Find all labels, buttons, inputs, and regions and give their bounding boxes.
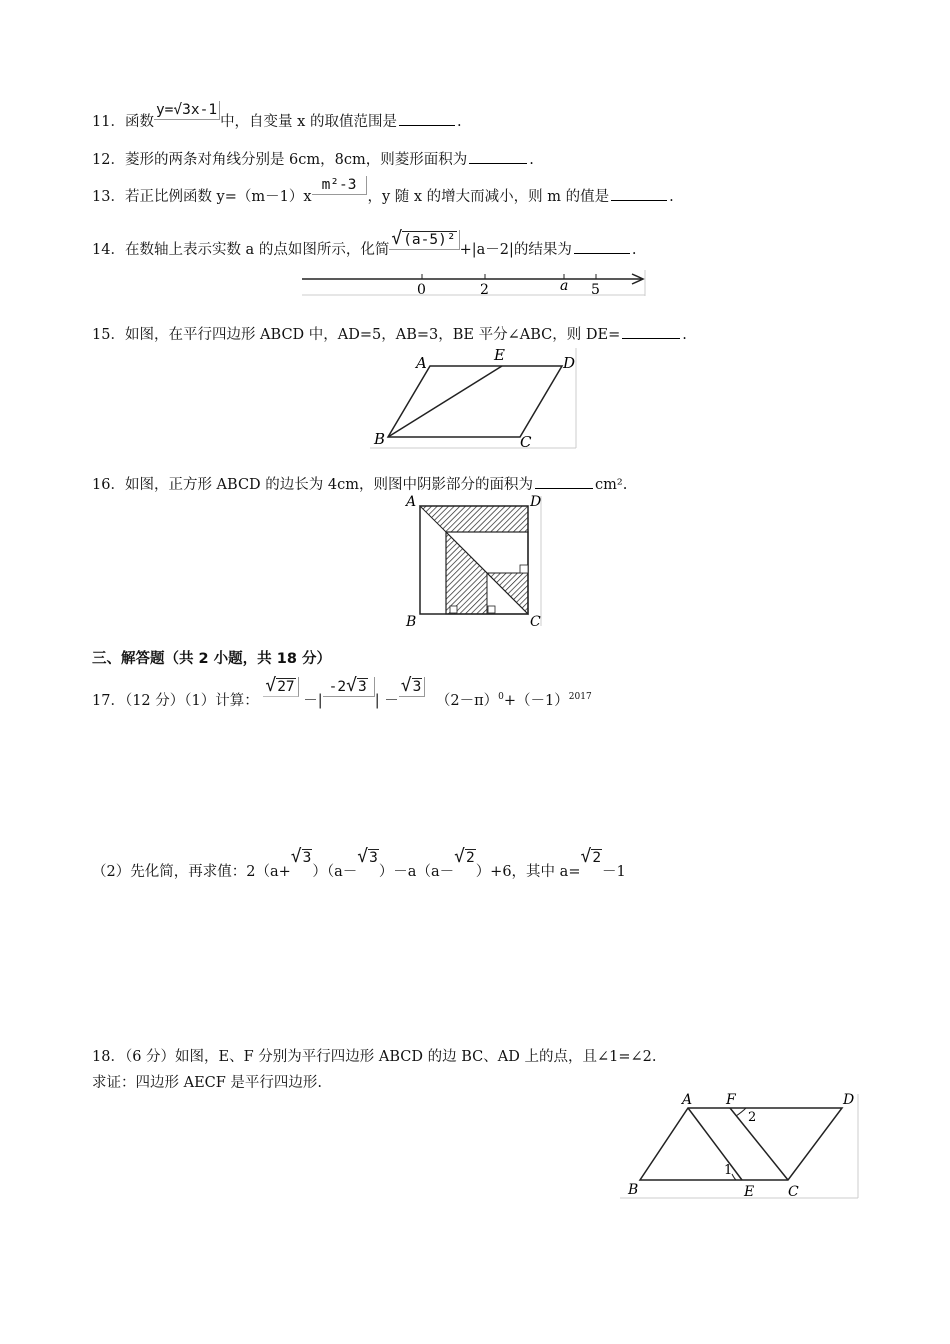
- q13-number: 13．: [92, 189, 125, 205]
- q14: [92, 228, 637, 260]
- q11-formula: y=√3x-1: [154, 101, 220, 120]
- radical-sign: √: [346, 674, 357, 696]
- radicand: 2: [465, 850, 475, 866]
- radicand-27: 27: [277, 678, 295, 695]
- q13-post: ，y 随 x 的增大而减小，则 m 的值是: [367, 189, 610, 205]
- q16-number: 16．: [92, 477, 125, 493]
- q16-end: .: [622, 477, 628, 493]
- q15-text: 如图，在平行四边形 ABCD 中，AD=5，AB=3，BE 平分∠ABC，则 DE=: [124, 327, 621, 343]
- axis-label-a: a: [560, 278, 569, 294]
- q18-proof: 求证：四边形 AECF 是平行四边形.: [92, 1075, 323, 1091]
- abs-bar-right: |: [374, 692, 380, 709]
- radical-sign: √: [580, 846, 592, 867]
- radical-sign: √: [454, 846, 465, 867]
- q17-tail: （2－π）: [435, 692, 499, 709]
- vertex-C: C: [788, 1184, 799, 1200]
- vertex-D: D: [530, 494, 542, 510]
- axis-label-2: 2: [480, 282, 489, 298]
- q12-answer-blank[interactable]: [469, 162, 527, 164]
- q13-pre: 若正比例函数 y=（m－1）x: [124, 189, 312, 205]
- q12-text: 菱形的两条对角线分别是 6cm，8cm，则菱形面积为: [124, 152, 468, 168]
- q18-parallelogram-figure: [620, 1088, 865, 1200]
- q17-pow: 2017: [568, 692, 592, 702]
- q13: [92, 177, 674, 207]
- vertex-D: D: [843, 1092, 855, 1108]
- vertex-C: C: [530, 614, 541, 630]
- q11-post: 中，自变量 x 的取值范围是: [220, 114, 397, 130]
- q11-end: .: [456, 114, 462, 130]
- sqrt-3: [399, 674, 426, 697]
- sqrt-2-b: [580, 846, 602, 867]
- q13-answer-blank[interactable]: [611, 199, 667, 201]
- q16-pre: 如图，正方形 ABCD 的边长为 4cm，则图中阴影部分的面积为: [124, 477, 533, 493]
- q17-tail-exp: 0: [498, 692, 504, 702]
- vertex-B: B: [374, 430, 386, 448]
- q16-unit: cm²: [595, 477, 623, 493]
- radical-sign: √: [400, 674, 412, 696]
- q16-answer-blank[interactable]: [535, 487, 593, 489]
- angle-1: 1: [724, 1163, 733, 1178]
- q17-part2: [92, 846, 626, 881]
- q12: [92, 151, 534, 169]
- q14-end: .: [631, 242, 637, 258]
- radical-sign: √: [357, 846, 369, 867]
- q11: [92, 102, 462, 132]
- radical-sign: √: [290, 846, 302, 867]
- radicand-3: 3: [357, 678, 367, 695]
- q17-part2-pre: （2）先化简，再求值：2（a+: [92, 864, 291, 880]
- q17-part2-c: ）+6，其中 a=: [475, 864, 581, 880]
- q18-number: 18．: [92, 1049, 125, 1065]
- sqrt-3-a: [290, 846, 313, 867]
- q12-number: 12．: [92, 152, 125, 168]
- q14-answer-blank[interactable]: [574, 252, 630, 254]
- vertex-E: E: [744, 1184, 755, 1200]
- q16-square-figure: [400, 492, 550, 632]
- abs-bar-left: |: [317, 692, 323, 709]
- vertex-C: C: [520, 433, 532, 450]
- q17-part2-a: ）（a－: [312, 864, 358, 880]
- vertex-D: D: [563, 354, 576, 372]
- q17-minus-2: －: [384, 692, 399, 709]
- q17-minus-1: －: [303, 692, 318, 709]
- sqrt-3-b: [357, 846, 379, 867]
- angle-2: 2: [748, 1110, 757, 1125]
- q14-formula: [389, 230, 459, 250]
- q12-end: .: [529, 152, 534, 168]
- q11-answer-blank[interactable]: [399, 124, 455, 126]
- vertex-A: A: [416, 354, 427, 372]
- q17-part2-b: ）－a（a－: [378, 864, 455, 880]
- q17-part1-label: （1）计算：: [184, 692, 259, 709]
- q15: [92, 326, 687, 344]
- q15-parallelogram-figure: [370, 344, 580, 450]
- q15-number: 15．: [92, 327, 125, 343]
- radicand: 3: [369, 850, 378, 866]
- q17-score: （12 分）: [124, 692, 185, 709]
- sqrt-2-a: [454, 846, 476, 867]
- q11-number: 11．: [92, 114, 125, 130]
- sqrt-27: [263, 674, 298, 697]
- radicand: 2: [592, 850, 602, 866]
- q14-pre: 在数轴上表示实数 a 的点如图所示，化简: [124, 242, 390, 258]
- q11-pre: 函数: [124, 114, 154, 130]
- vertex-B: B: [628, 1182, 639, 1198]
- q18-score: （6 分）: [124, 1049, 176, 1065]
- axis-label-0: 0: [417, 282, 426, 298]
- section-3-title: 三、解答题（共 2 小题，共 18 分）: [92, 651, 331, 667]
- q17-part1: [92, 674, 592, 711]
- q18: [92, 1048, 656, 1066]
- vertex-E: E: [494, 346, 505, 364]
- abs-coefficient: -2: [328, 678, 347, 695]
- q15-answer-blank[interactable]: [622, 337, 680, 339]
- radicand: 3: [302, 850, 312, 866]
- q14-number: 14．: [92, 242, 125, 258]
- q14-number-line: [302, 270, 647, 298]
- q17-plus: +（－1）: [503, 692, 569, 709]
- q18-text: 如图，E、F 分别为平行四边形 ABCD 的边 BC、AD 上的点，且∠1=∠2.: [175, 1049, 657, 1065]
- radical-sign: √: [391, 228, 403, 249]
- vertex-A: A: [406, 494, 417, 510]
- vertex-B: B: [406, 614, 417, 630]
- axis-label-5: 5: [591, 282, 600, 298]
- q17-part2-d: －1: [602, 864, 626, 880]
- radicand-3b: 3: [412, 678, 422, 695]
- radical-sign: √: [265, 674, 277, 696]
- q14-mid: +|a－2|的结果为: [459, 242, 572, 258]
- q14-radicand: (a-5)²: [403, 232, 456, 248]
- abs-content: [323, 674, 375, 697]
- q13-exponent: m²-3: [312, 176, 368, 195]
- vertex-A: A: [682, 1092, 693, 1108]
- q13-end: .: [669, 189, 674, 205]
- q15-end: .: [682, 327, 687, 343]
- vertex-F: F: [726, 1092, 736, 1108]
- q17-number: 17．: [92, 692, 125, 709]
